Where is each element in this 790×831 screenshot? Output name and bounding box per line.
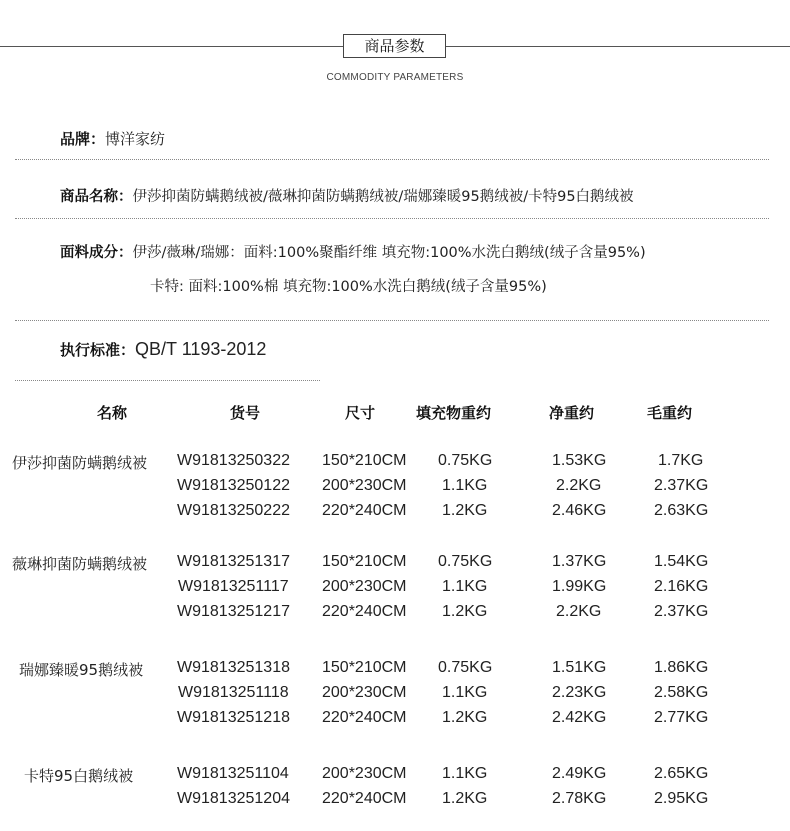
sku-cell: W91813251318 (177, 659, 290, 676)
size-cell: 220*240CM (322, 709, 407, 726)
sku-cell: W91813251118 (178, 684, 289, 701)
size-cell: 150*210CM (322, 553, 407, 570)
fabric-line-2: 卡特: 面料:100%棉 填充物:100%水洗白鹅绒(绒子含量95%) (150, 279, 547, 295)
fill-weight-cell: 1.1KG (442, 765, 488, 782)
fill-weight-cell: 1.2KG (442, 709, 488, 726)
fill-weight-cell: 0.75KG (438, 553, 493, 570)
sku-cell: W91813250222 (177, 502, 290, 519)
divider (15, 380, 320, 381)
gross-weight-cell: 2.37KG (654, 603, 709, 620)
column-header-name: 名称 (97, 404, 128, 422)
gross-weight-cell: 2.16KG (654, 578, 709, 595)
net-weight-cell: 2.2KG (556, 477, 602, 494)
fabric-label: 面料成分： (60, 245, 133, 261)
size-cell: 220*240CM (322, 502, 407, 519)
standard-field (60, 339, 266, 360)
product-group-name: 卡特95白鹅绒被 (24, 767, 134, 785)
sku-cell: W91813251117 (178, 578, 289, 595)
net-weight-cell: 2.2KG (556, 603, 602, 620)
size-cell: 220*240CM (322, 790, 407, 807)
fill-weight-cell: 1.2KG (442, 790, 488, 807)
net-weight-cell: 1.99KG (552, 578, 607, 595)
section-subtitle: COMMODITY PARAMETERS (326, 72, 464, 83)
size-cell: 200*230CM (322, 684, 407, 701)
net-weight-cell: 1.37KG (552, 553, 607, 570)
brand-value: 博洋家纺 (105, 130, 166, 148)
brand-field (60, 128, 165, 149)
fill-weight-cell: 1.2KG (442, 603, 488, 620)
product-name-field (60, 185, 634, 206)
fabric-field (60, 241, 646, 262)
sku-cell: W91813251317 (177, 553, 290, 570)
product-name-label: 商品名称： (60, 189, 133, 205)
fabric-line-1: 伊莎/薇琳/瑞娜：面料:100%聚酯纤维 填充物:100%水洗白鹅绒(绒子含量95%) (132, 245, 646, 261)
product-group-name: 瑞娜臻暖95鹅绒被 (19, 661, 144, 679)
fill-weight-cell: 0.75KG (438, 452, 493, 469)
net-weight-cell: 1.53KG (552, 452, 607, 469)
size-cell: 200*230CM (322, 578, 407, 595)
fill-weight-cell: 0.75KG (438, 659, 493, 676)
net-weight-cell: 2.46KG (552, 502, 607, 519)
header-rule-left (0, 46, 343, 47)
gross-weight-cell: 2.58KG (654, 684, 709, 701)
size-cell: 150*210CM (322, 659, 407, 676)
gross-weight-cell: 2.95KG (654, 790, 709, 807)
standard-label: 执行标准： (60, 341, 136, 359)
net-weight-cell: 1.51KG (552, 659, 607, 676)
gross-weight-cell: 2.37KG (654, 477, 709, 494)
column-header-gross-weight: 毛重约 (647, 404, 693, 422)
size-cell: 200*230CM (322, 765, 407, 782)
sku-cell: W91813251104 (177, 765, 289, 782)
gross-weight-cell: 2.77KG (654, 709, 709, 726)
fill-weight-cell: 1.1KG (442, 684, 488, 701)
sku-cell: W91813251204 (177, 790, 290, 807)
divider (15, 218, 769, 219)
sku-cell: W91813250322 (177, 452, 290, 469)
fill-weight-cell: 1.1KG (442, 477, 488, 494)
standard-value: QB/T 1193-2012 (135, 339, 267, 359)
sku-cell: W91813250122 (177, 477, 290, 494)
gross-weight-cell: 1.7KG (658, 452, 704, 469)
net-weight-cell: 2.49KG (552, 765, 607, 782)
column-header-sku: 货号 (230, 404, 261, 422)
column-header-fill-weight: 填充物重约 (416, 404, 492, 422)
sku-cell: W91813251217 (177, 603, 290, 620)
product-group-name: 伊莎抑菌防螨鹅绒被 (12, 454, 148, 472)
column-header-net-weight: 净重约 (549, 404, 595, 422)
divider (15, 159, 769, 160)
product-name-value: 伊莎抑菌防螨鹅绒被/薇琳抑菌防螨鹅绒被/瑞娜臻暖95鹅绒被/卡特95白鹅绒被 (132, 189, 634, 205)
gross-weight-cell: 1.54KG (654, 553, 709, 570)
header-rule-right (446, 46, 790, 47)
net-weight-cell: 2.78KG (552, 790, 607, 807)
fill-weight-cell: 1.1KG (442, 578, 488, 595)
fill-weight-cell: 1.2KG (442, 502, 488, 519)
net-weight-cell: 2.42KG (552, 709, 607, 726)
size-cell: 200*230CM (322, 477, 407, 494)
product-group-name: 薇琳抑菌防螨鹅绒被 (12, 555, 148, 573)
gross-weight-cell: 1.86KG (654, 659, 709, 676)
section-title: 商品参数 (343, 34, 446, 58)
divider (15, 320, 769, 321)
size-cell: 220*240CM (322, 603, 407, 620)
sku-cell: W91813251218 (177, 709, 290, 726)
size-cell: 150*210CM (322, 452, 407, 469)
gross-weight-cell: 2.63KG (654, 502, 709, 519)
gross-weight-cell: 2.65KG (654, 765, 709, 782)
column-header-size: 尺寸 (345, 404, 376, 422)
brand-label: 品牌： (60, 130, 106, 148)
net-weight-cell: 2.23KG (552, 684, 607, 701)
